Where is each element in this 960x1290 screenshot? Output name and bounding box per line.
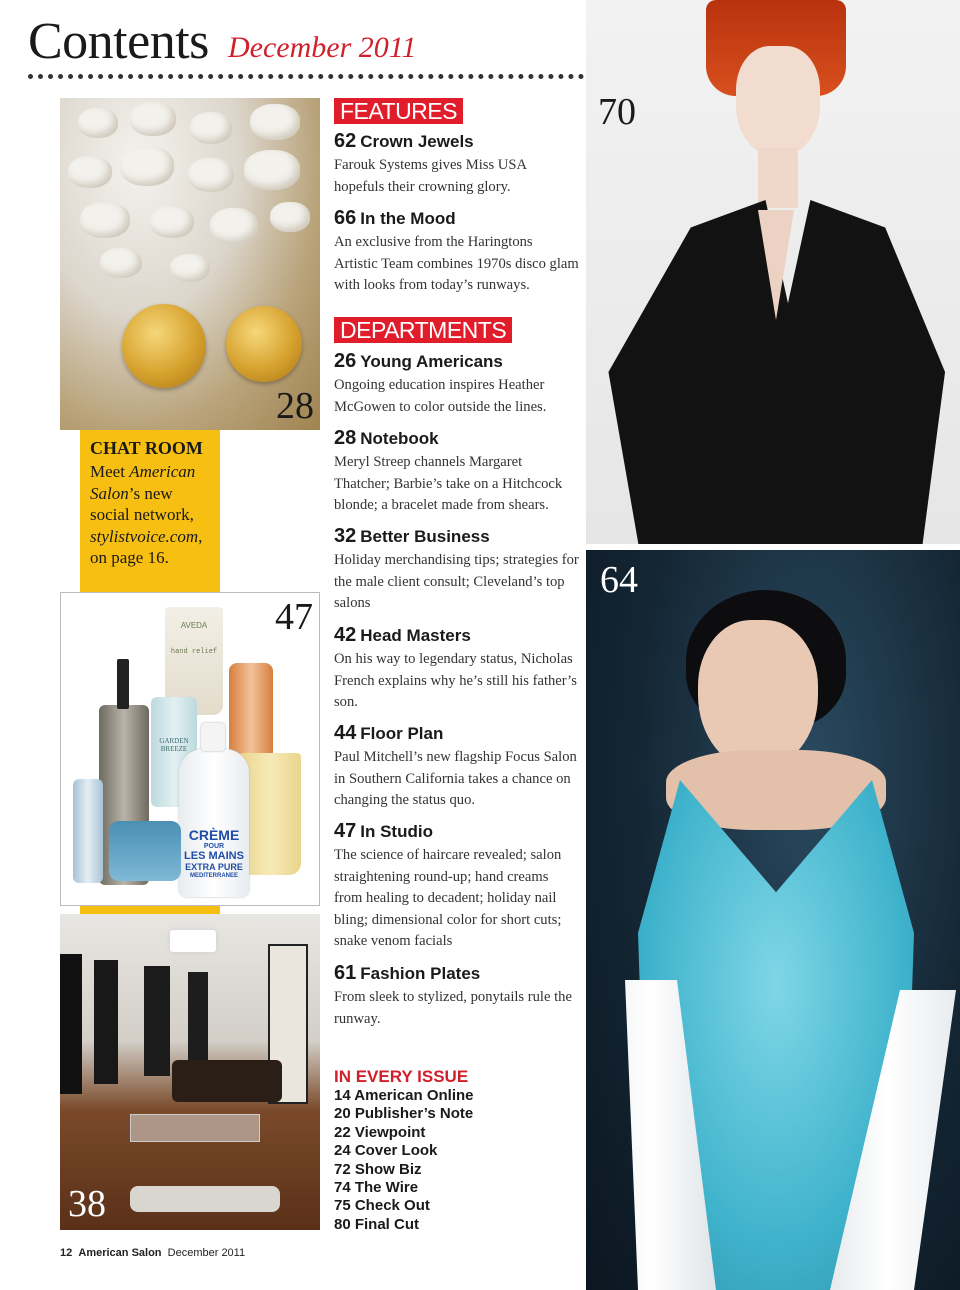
chat-room-heading: CHAT ROOM (90, 438, 203, 458)
toc-entry-in-the-mood[interactable]: 66 In the Mood An exclusive from the Haringtons Artistic Team combines 1970s disco glam with looks from today’s runways. (334, 207, 579, 294)
footer-page-number: 12 (60, 1247, 73, 1259)
footer-magazine-name: American Salon (78, 1247, 162, 1259)
issue-date: December 2011 (228, 31, 417, 64)
toc-entry-head-masters[interactable]: 42 Head Masters On his way to legendary status, Nicholas French explains why he’s still his father’s son. (334, 624, 577, 711)
jewelry-photo[interactable] (60, 98, 320, 430)
toc-entry-fashion-plates[interactable]: 61 Fashion Plates From sleek to stylized, ponytails rule the runway. (334, 962, 572, 1027)
every-issue-item[interactable]: 75 Check Out (334, 1197, 430, 1215)
dotted-divider (28, 74, 584, 80)
pour-label: POUR (203, 843, 225, 850)
aveda-label: AVEDA (180, 621, 208, 630)
toc-entry-notebook[interactable]: 28 Notebook Meryl Streep channels Margaret Thatcher; Barbie’s take on a Hitchcock blonde; a bracelet made from shears. (334, 427, 563, 514)
hand-cream-products-photo[interactable] (60, 592, 320, 906)
toc-entry-floor-plan[interactable]: 44 Floor Plan Paul Mitchell’s new flagship Focus Salon in Southern California takes a chance on changing the status quo. (334, 722, 577, 809)
every-issue-list (334, 1087, 474, 1234)
features-heading: FEATURES (334, 98, 463, 124)
page-number-47: 47 (275, 596, 313, 638)
page-number-38: 38 (68, 1183, 106, 1225)
footer-date: December 2011 (167, 1247, 246, 1259)
page-number-28: 28 (276, 385, 314, 427)
hand-relief-label: hand relief (170, 648, 218, 656)
page-title: Contents (28, 13, 209, 70)
every-issue-item[interactable]: 20 Publisher’s Note (334, 1105, 474, 1123)
chat-room-box[interactable] (80, 430, 220, 592)
chat-room-text: Meet American Salon’s new social network, stylistvoice.com, on page 16. (90, 462, 203, 568)
garden-breeze-label: GARDEN BREEZE (159, 737, 189, 753)
every-issue-item[interactable]: 22 Viewpoint (334, 1123, 426, 1141)
every-issue-item[interactable]: 80 Final Cut (334, 1215, 420, 1233)
toc-entry-in-studio[interactable]: 47 In Studio The science of haircare revealed; salon straightening round-up; hand creams from healing to decadent; holiday nail bling; dimensional color for short cuts; snake venom facials (334, 820, 562, 950)
page-number-64: 64 (600, 559, 638, 601)
creme-label: CRÈME (188, 827, 240, 843)
every-issue-item[interactable]: 72 Show Biz (334, 1160, 422, 1178)
every-issue-heading: IN EVERY ISSUE (334, 1067, 469, 1086)
blue-dress-model-photo[interactable] (586, 550, 960, 1290)
every-issue-item[interactable]: 24 Cover Look (334, 1142, 438, 1160)
page-number-70: 70 (598, 91, 636, 133)
toc-entry-young-americans[interactable]: 26 Young Americans Ongoing education inspires Heather McGowen to color outside the lines. (334, 350, 547, 415)
toc-entry-better-business[interactable]: 32 Better Business Holiday merchandising tips; strategies for the male client consult; Cleveland’s top salons (334, 525, 579, 612)
every-issue-item[interactable]: 14 American Online (334, 1087, 474, 1104)
salon-interior-photo[interactable] (60, 914, 320, 1230)
red-hair-model-photo[interactable] (586, 0, 960, 544)
les-mains-label: LES MAINS (184, 850, 244, 862)
extra-pure-label: EXTRA PURE (185, 862, 243, 872)
departments-heading: DEPARTMENTS (334, 317, 512, 343)
page-footer (60, 1247, 245, 1259)
toc-entry-crown-jewels[interactable]: 62 Crown Jewels Farouk Systems gives Miss USA hopefuls their crowning glory. (334, 130, 527, 195)
every-issue-item[interactable]: 74 The Wire (334, 1179, 419, 1197)
mediterranee-label: MEDITERRANEE (189, 873, 238, 879)
yellow-accent-strip (80, 906, 220, 914)
